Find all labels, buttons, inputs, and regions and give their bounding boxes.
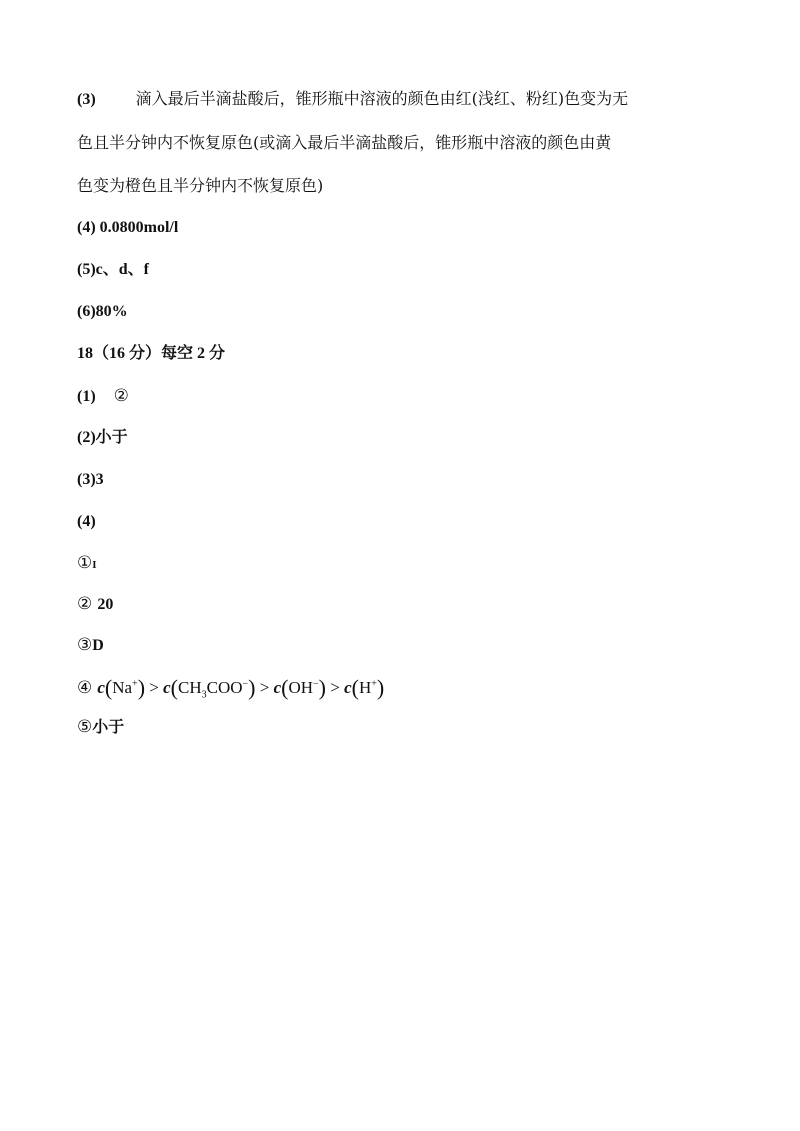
sub2-value: 20 [97,596,114,613]
formula-c-2: c [163,678,171,697]
q5-answer: (5)c、d、f [77,261,149,278]
sub4-mark: ④ [77,678,93,698]
sub3-mark: ③ [77,635,93,655]
formula-na-charge: + [132,678,138,690]
q18-header: 18（16 分）每空 2 分 [77,345,226,362]
formula-coo: COO [206,678,243,697]
formula-acetate-charge: − [242,678,249,690]
formula-ch: CH [177,678,202,697]
sub5-mark: ⑤ [77,717,93,737]
sub1-mark: ① [77,553,93,573]
q18-4-sub-4 [77,675,384,699]
q3-text-3: 色变为橙色且半分钟内不恢复原色) [77,176,324,195]
formula-ch3-sub: 3 [201,689,207,701]
q18-1-value: ② [113,386,129,406]
q3-line-2 [77,132,611,154]
formula-na: Na [112,678,133,697]
q18-4-label: (4) [77,513,96,530]
formula-h: H [358,678,372,697]
formula-c-4: c [344,678,352,697]
q18-4-sub-2 [77,593,113,616]
q18-4-sub-3 [77,634,104,657]
q3-line-3 [77,175,323,197]
formula-oh-charge: − [313,678,319,690]
q6-answer: (6)80% [77,303,128,320]
q3-text-1: 滴入最后半滴盐酸后，锥形瓶中溶液的颜色由红(浅红、粉红)色变为无 [135,89,629,108]
ion-concentration-formula: $c(Na^+) > c(CH_3COO^-) > c(OH^-) > c(H^+)$ [97,675,385,701]
formula-gt-2: > [259,678,270,697]
sub1-value: I [92,559,97,571]
sub2-mark: ② [77,594,93,614]
q3-text-2: 色且半分钟内不恢复原色(或滴入最后半滴盐酸后，锥形瓶中溶液的颜色由黄 [77,133,612,152]
formula-oh: OH [288,678,314,697]
q18-2-answer: (2)小于 [77,429,128,446]
q18-4-sub-1 [77,552,97,576]
q18-1-answer [77,385,129,408]
formula-gt-1: > [149,678,159,697]
sub3-value: D [92,637,104,654]
formula-c-3: c [273,678,282,697]
formula-gt-3: > [330,678,340,697]
formula-h-charge: + [371,678,377,690]
q3-label: (3) [77,91,96,108]
sub5-value: 小于 [92,719,125,736]
q3-line-1 [77,88,628,111]
q4-answer: (4) 0.0800mol/l [77,219,179,236]
formula-c-1: c [97,678,105,697]
q18-4-sub-5 [77,716,124,739]
q18-3-answer: (3)3 [77,471,104,488]
q18-1-label: (1) [77,388,96,405]
